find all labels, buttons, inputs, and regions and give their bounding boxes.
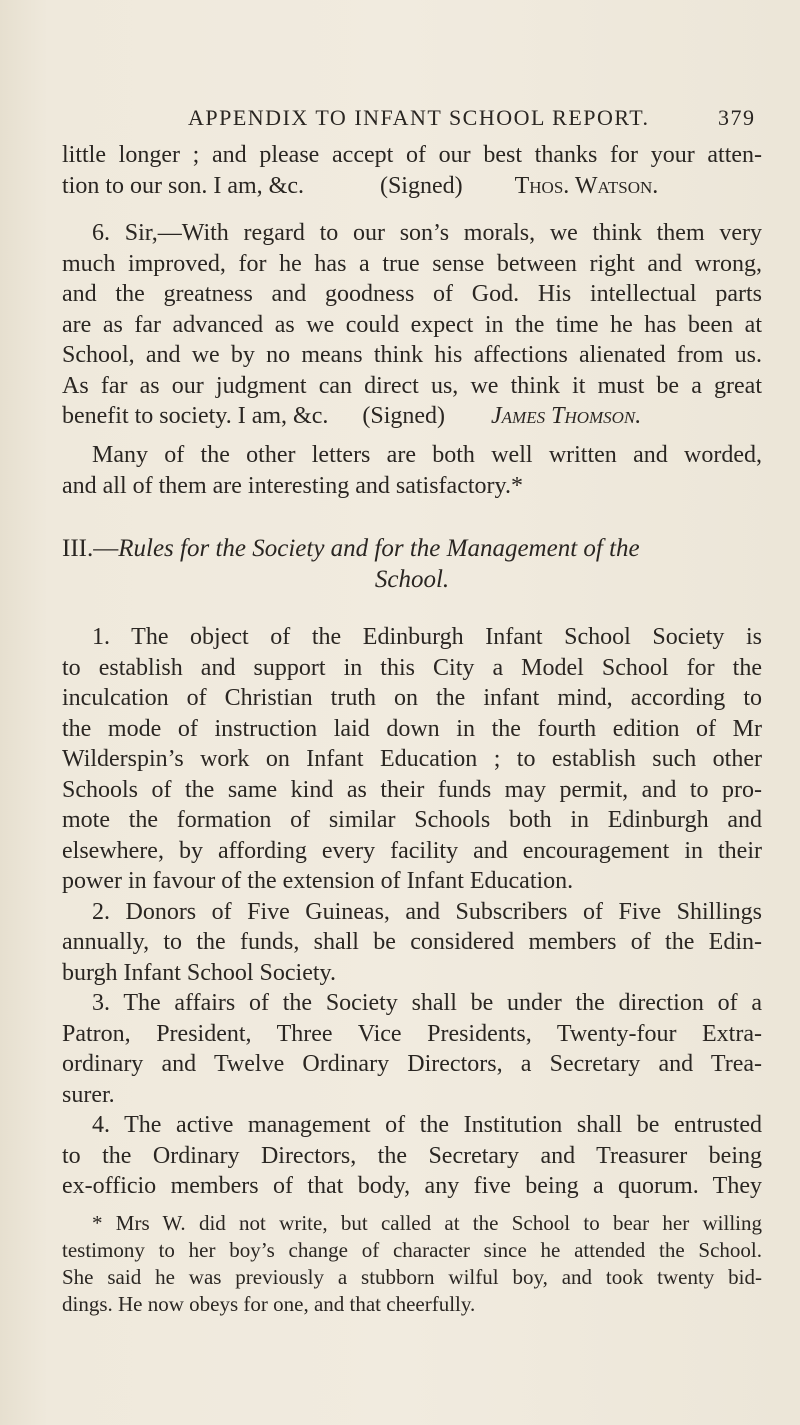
text-line: testimony to her boy’s change of character since he attended the School. xyxy=(62,1238,762,1262)
text-line: dings. He now obeys for one, and that cheerfully. xyxy=(62,1292,476,1316)
text-line: ordinary and Twelve Ordinary Directors, a Secretary and Trea- xyxy=(62,1051,762,1077)
text-line: elsewhere, by affording every facility and encouragement in their xyxy=(62,837,762,864)
text-line: are as far advanced as we could expect in the time he has been at xyxy=(62,311,762,338)
letter-5-end xyxy=(62,140,762,201)
closing-text: tion to our son. I am, &c. xyxy=(62,172,304,199)
signed-mark: (Signed) xyxy=(362,403,446,429)
text-line: 1. The object of the Edinburgh Infant School Society is xyxy=(92,624,762,650)
text-line: School, and we by no means think his affections alienated from us. xyxy=(62,342,762,368)
text-line: Wilderspin’s work on Infant Education ; to establish such other xyxy=(62,746,762,772)
text-line: As far as our judgment can direct us, we think it must be a great xyxy=(62,372,762,399)
text-line: burgh Infant School Society. xyxy=(62,959,336,986)
text-line: Patron, President, Three Vice Presidents, Twenty-four Extra- xyxy=(62,1020,762,1047)
rules-list xyxy=(62,622,762,1202)
rule-1 xyxy=(62,622,762,897)
text-line: mote the formation of similar Schools both in Edinburgh and xyxy=(62,807,762,833)
summary-paragraph xyxy=(62,440,762,501)
text-line: Schools of the same kind as their funds may permit, and to pro- xyxy=(62,776,762,803)
text-line: much improved, for he has a true sense between right and wrong, xyxy=(62,250,762,277)
text-line: She said he was previously a stubborn wilful boy, and took twenty bid- xyxy=(62,1265,762,1289)
page-number: 379 xyxy=(718,105,756,130)
text-line: annually, to the funds, shall be considered members of the Edin- xyxy=(62,929,762,955)
rule-3 xyxy=(62,988,762,1110)
text-line: to the Ordinary Directors, the Secretary and Treasurer being xyxy=(62,1142,762,1169)
text-line: to establish and support in this City a Model School for the xyxy=(62,654,762,681)
text-line: 4. The active management of the Institution shall be entrusted xyxy=(92,1112,762,1138)
signature-line xyxy=(62,401,762,432)
text-line: * Mrs W. did not write, but called at the School to bear her willing xyxy=(92,1211,762,1235)
text-line: and all of them are interesting and satisfactory.* xyxy=(62,472,523,499)
text-line: and the greatness and goodness of God. His intellectual parts xyxy=(62,281,762,307)
text-line: ex-officio members of that body, any five being a quorum. They xyxy=(62,1173,762,1199)
text-line: surer. xyxy=(62,1081,115,1108)
closing-text: benefit to society. I am, &c. xyxy=(62,403,329,429)
signature-line xyxy=(62,171,762,202)
signatory-name: James Thomson. xyxy=(491,403,642,429)
letter-6 xyxy=(62,218,762,432)
running-title: APPENDIX TO INFANT SCHOOL REPORT. xyxy=(188,105,650,130)
text-line: power in favour of the extension of Infant Education. xyxy=(62,868,574,894)
text-line: inculcation of Christian truth on the infant mind, according to xyxy=(62,685,762,711)
text-line: Many of the other letters are both well written and worded, xyxy=(92,442,762,468)
section-numeral: III.— xyxy=(62,535,119,562)
text-line: 6. Sir,—With regard to our son’s morals, we think them very xyxy=(92,220,762,246)
section-heading xyxy=(62,533,762,595)
text-line: 2. Donors of Five Guineas, and Subscribers of Five Shillings xyxy=(92,898,762,925)
signed-mark: (Signed) xyxy=(379,172,463,199)
section-title-line1: Rules for the Society and for the Management of the xyxy=(118,535,640,562)
running-head xyxy=(188,105,778,131)
signatory-name: Thos. Watson. xyxy=(514,172,659,199)
footnote xyxy=(62,1210,762,1318)
text-line: 3. The affairs of the Society shall be under the direction of a xyxy=(92,990,762,1016)
text-line: the mode of instruction laid down in the fourth edition of Mr xyxy=(62,715,762,742)
rule-2 xyxy=(62,897,762,989)
text-line: little longer ; and please accept of our best thanks for your atten- xyxy=(62,142,762,168)
section-title-line2: School. xyxy=(374,566,450,593)
rule-4 xyxy=(62,1110,762,1202)
